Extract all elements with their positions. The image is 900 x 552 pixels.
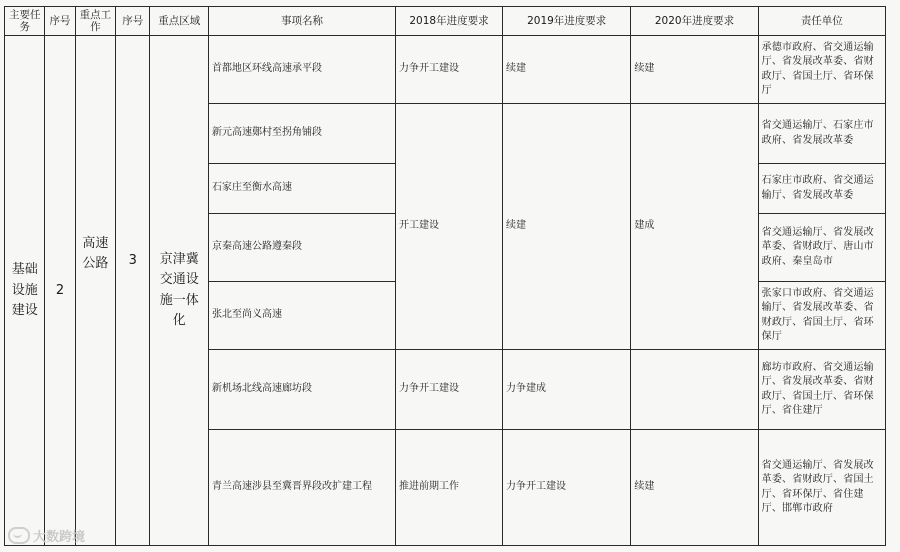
progress-2019: 力争建成 (503, 350, 631, 430)
progress-2019: 力争开工建设 (503, 430, 631, 546)
progress-2019: 续建 (503, 104, 631, 350)
header-seq: 序号 (116, 7, 150, 36)
item-name: 石家庄至衡水高速 (209, 164, 396, 214)
header-seq: 序号 (45, 7, 75, 36)
item-name: 京秦高速公路遵秦段 (209, 214, 396, 282)
progress-table (4, 6, 886, 546)
responsible-units: 石家庄市政府、省交通运输厅、省发展改革委 (758, 164, 885, 214)
watermark (8, 526, 85, 545)
item-name: 新元高速鄚村至拐角铺段 (209, 104, 396, 164)
watermark-text: 大数跨境 (33, 530, 86, 545)
task-cell: 基础设施建设 (5, 36, 45, 546)
header-row (5, 7, 886, 36)
progress-2020 (631, 350, 758, 430)
item-name: 青兰高速涉县至冀晋界段改扩建工程 (209, 430, 396, 546)
header-key-work: 重点工作 (75, 7, 115, 36)
smile-logo-icon (8, 527, 30, 544)
progress-2018: 力争开工建设 (395, 350, 502, 430)
header-responsible: 责任单位 (758, 7, 885, 36)
item-name: 张北至尚义高速 (209, 282, 396, 350)
responsible-units: 廊坊市政府、省交通运输厅、省发展改革委、省财政厅、省国土厅、省环保厅、省住建厅 (758, 350, 885, 430)
table-row (5, 36, 886, 104)
responsible-units: 省交通运输厅、省发展改革委、省财政厅、唐山市政府、秦皇岛市 (758, 214, 885, 282)
header-key-area: 重点区域 (150, 7, 209, 36)
item-name: 首都地区环线高速承平段 (209, 36, 396, 104)
progress-2020: 建成 (631, 104, 758, 350)
key-area-cell: 京津冀交通设施一体化 (150, 36, 209, 546)
progress-2018: 开工建设 (395, 104, 502, 350)
item-name: 新机场北线高速廊坊段 (209, 350, 396, 430)
header-task: 主要任务 (5, 7, 45, 36)
responsible-units: 省交通运输厅、石家庄市政府、省发展改革委 (758, 104, 885, 164)
header-2020: 2020年进度要求 (631, 7, 758, 36)
responsible-units: 张家口市政府、省交通运输厅、省发展改革委、省财政厅、省国土厅、省环保厅 (758, 282, 885, 350)
responsible-units: 承德市政府、省交通运输厅、省发展改革委、省财政厅、省国土厅、省环保厅 (758, 36, 885, 104)
progress-2020: 续建 (631, 430, 758, 546)
seq-cell: 3 (116, 36, 150, 546)
header-2019: 2019年进度要求 (503, 7, 631, 36)
progress-2018: 推进前期工作 (395, 430, 502, 546)
key-work-cell: 高速公路 (75, 36, 115, 546)
header-item-name: 事项名称 (209, 7, 396, 36)
progress-2019: 续建 (503, 36, 631, 104)
seq-cell: 2 (45, 36, 75, 546)
progress-2020: 续建 (631, 36, 758, 104)
header-2018: 2018年进度要求 (395, 7, 502, 36)
progress-2018: 力争开工建设 (395, 36, 502, 104)
responsible-units: 省交通运输厅、省发展改革委、省财政厅、省国土厅、省环保厅、省住建厅、邯郸市政府 (758, 430, 885, 546)
